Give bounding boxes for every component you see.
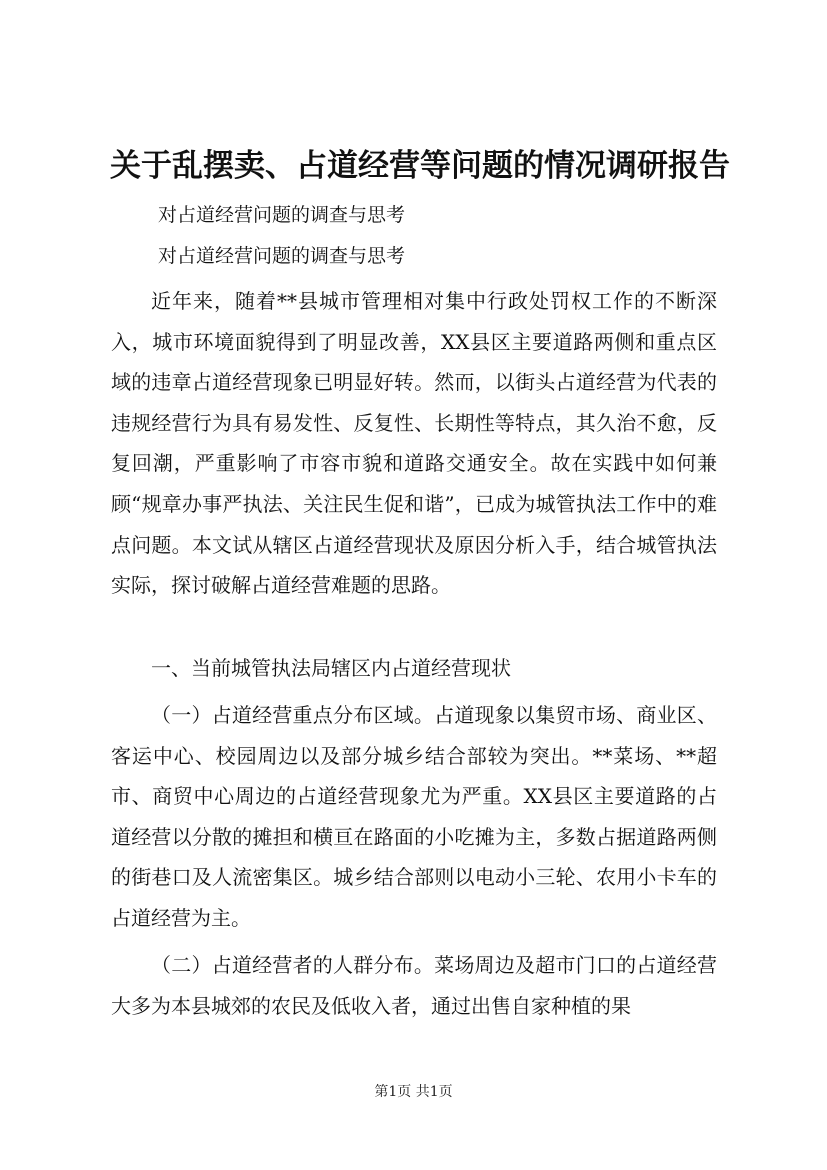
paragraph-distribution-areas: （一）占道经营重点分布区域。占道现象以集贸市场、商业区、客运中心、校园周边以及部分城乡结合部较为突出。**菜场、**超市、商贸中心周边的占道经营现象尤为严重。XX县区主要道路的占道经营以分散的摊担和横亘在路面的小吃摊为主，多数占据道路两侧的街巷口及人流密集区。城乡结合部则以电动小三轮、农用小卡车的占道经营为主。	[111, 703, 717, 930]
document-title: 关于乱摆卖、占道经营等问题的情况调研报告	[110, 148, 730, 184]
document-subtitle-repeat: 对占道经营问题的调查与思考	[158, 245, 406, 267]
section-heading: 一、当前城管执法局辖区内占道经营现状	[151, 656, 511, 680]
paragraph-vendor-population: （二）占道经营者的人群分布。菜场周边及超市门口的占道经营大多为本县城郊的农民及低收入者，通过出售自家种植的果	[111, 953, 717, 1018]
document-subtitle: 对占道经营问题的调查与思考	[158, 204, 406, 226]
paragraph-intro: 近年来，随着**县城市管理相对集中行政处罚权工作的不断深入，城市环境面貌得到了明显改善，XX县区主要道路两侧和重点区域的违章占道经营现象已明显好转。然而，以街头占道经营为代表的违规经营行为具有易发性、反复性、长期性等特点，其久治不愈，反复回潮，严重影响了市容市貌和道路交通安全。故在实践中如何兼顾“规章办事严执法、关注民生促和谐”，已成为城管执法工作中的难点问题。本文试从辖区占道经营现状及原因分析入手，结合城管执法实际，探讨破解占道经营难题的思路。	[111, 289, 717, 598]
page-footer: 第1页 共1页	[374, 1084, 453, 1100]
